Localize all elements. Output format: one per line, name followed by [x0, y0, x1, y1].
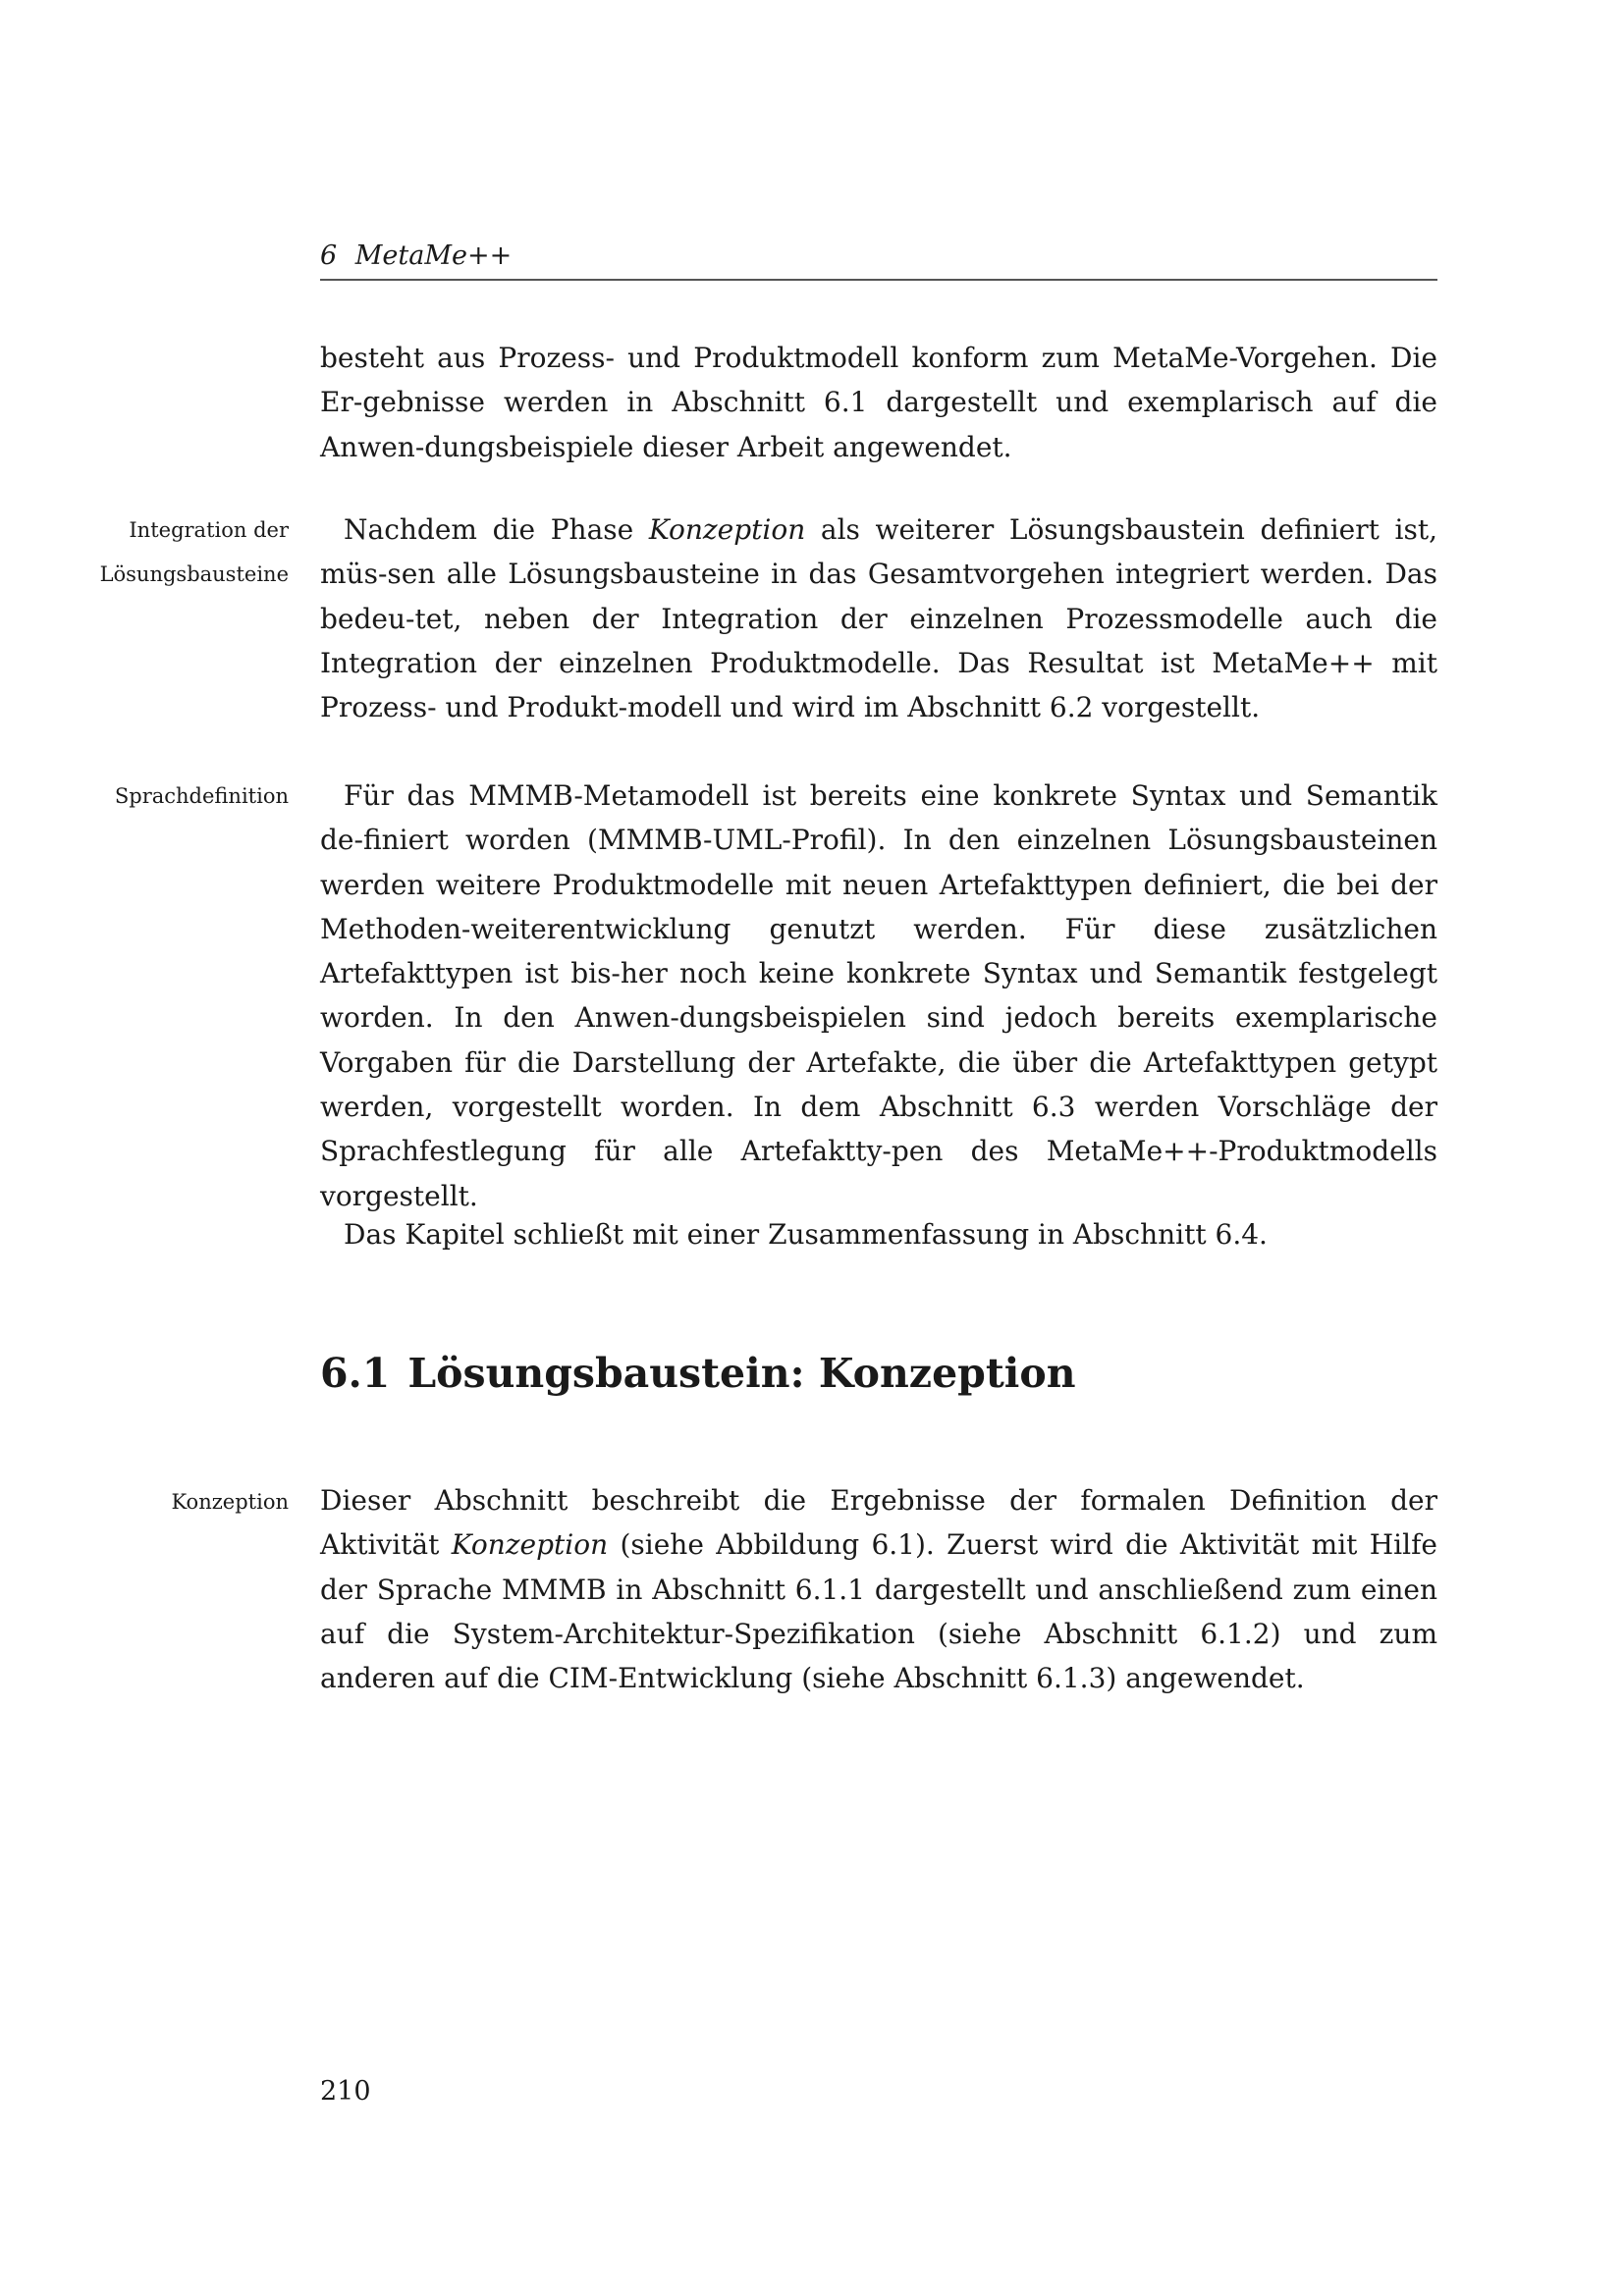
running-head	[320, 241, 1437, 281]
chapter-title: MetaMe++	[354, 240, 513, 271]
margin-note-integration-line2: Lösungsbausteine	[99, 562, 289, 587]
paragraph-2-text-b: als weiterer Lösungsbaustein definiert ist, müs-sen alle Lösungsbausteine in das Gesamtvorgehen integriert werden. Das bedeu-tet, neben der Integration der einzelnen Prozessmodelle auch die Integration der einzelnen Produktmodelle. Das Resultat ist MetaMe++ mit Prozess- und Produkt-modell und wird im Abschnitt 6.2 vorgestellt.	[320, 513, 1437, 724]
paragraph-5-text-a: Dieser Abschnitt beschreibt die Ergebnisse der formalen Definition der Aktivität	[320, 1484, 1437, 1562]
paragraph-4: Das Kapitel schließt mit einer Zusammenfassung in Abschnitt 6.4.	[344, 1218, 1268, 1251]
paragraph-3: Für das MMMB-Metamodell ist bereits eine konkrete Syntax und Semantik de-finiert worden (MMMB-UML-Profil). In den einzelnen Lösungsbausteinen werden weitere Produktmodelle mit neuen Artefakttypen definiert, die bei der Methoden-weiterentwicklung genutzt werden. Für diese zusätzlichen Artefakttypen ist bis-her noch keine konkrete Syntax und Semantik festgelegt worden. In den Anwen-dungsbeispielen sind jedoch bereits exemplarische Vorgaben für die Darstellung der Artefakte, die über die Artefakttypen getypt werden, vorgestellt worden. In dem Abschnitt 6.3 werden Vorschläge der Sprachfestlegung für alle Artefaktty-pen des MetaMe++-Produktmodells vorgestellt.	[320, 779, 1437, 1212]
margin-note-integration	[53, 508, 289, 598]
paragraph-2	[320, 507, 1437, 729]
paragraph-5-emphasis: Konzeption	[451, 1528, 609, 1562]
chapter-number: 6	[320, 240, 338, 271]
section-title: Lösungsbaustein: Konzeption	[407, 1350, 1076, 1397]
paragraph-5-text-b: (siehe Abbildung 6.1). Zuerst wird die Aktivität mit Hilfe der Sprache MMMB in Abschnitt 6.1.1 dargestellt und anschließend zum einen auf die System-Architektur-Spezifikation (siehe Abschnitt 6.1.2) und zum anderen auf die CIM-Entwicklung (siehe Abschnitt 6.1.3) angewendet.	[320, 1528, 1438, 1695]
paragraph-1: besteht aus Prozess- und Produktmodell konform zum MetaMe-Vorgehen. Die Er-gebnisse werden in Abschnitt 6.1 dargestellt und exemplarisch auf die Anwen-dungsbeispiele dieser Arbeit angewendet.	[320, 342, 1437, 463]
margin-note-integration-line1: Integration der	[129, 518, 289, 542]
paragraph-5	[320, 1478, 1437, 1700]
section-heading	[320, 1348, 1076, 1399]
margin-note-konzeption: Konzeption	[171, 1490, 289, 1514]
margin-note-sprachdefinition: Sprachdefinition	[114, 784, 289, 808]
paragraph-2-text-a: Nachdem die Phase	[344, 513, 649, 546]
paragraph-2-emphasis: Konzeption	[648, 513, 806, 546]
section-number: 6.1	[320, 1350, 391, 1397]
page-number: 210	[320, 2076, 371, 2107]
